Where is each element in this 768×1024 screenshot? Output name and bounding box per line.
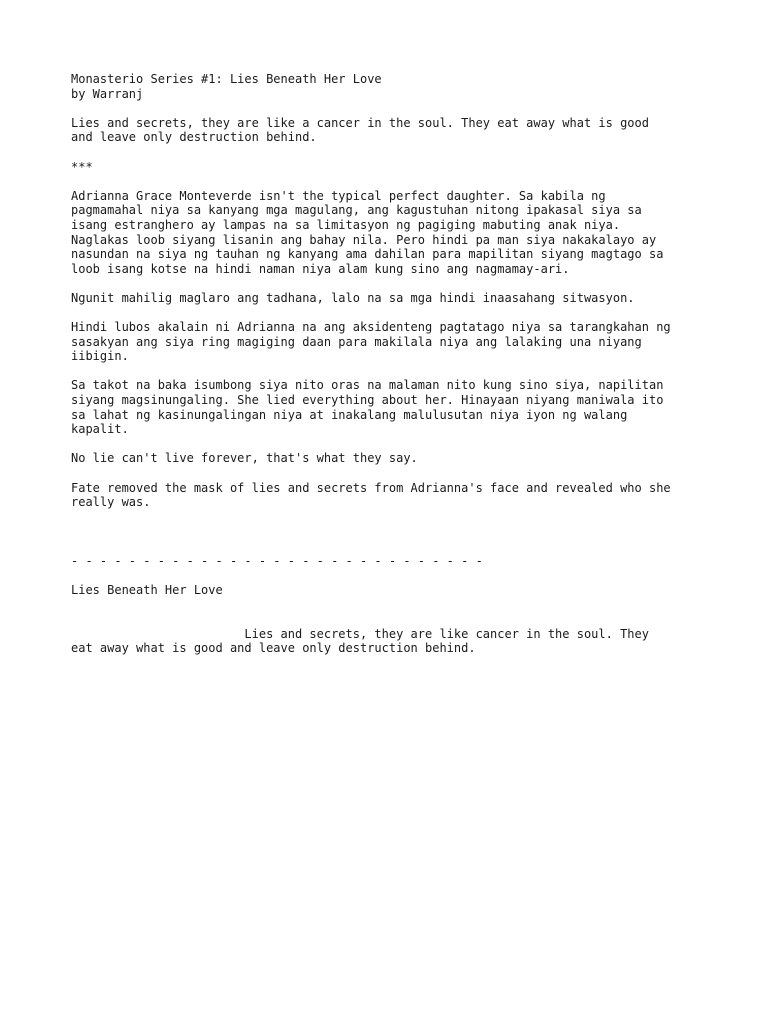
document-page [71, 72, 711, 656]
paragraph-line: sasakyan ang siya ring magiging daan para makilala niya ang lalaking una niyang [71, 334, 642, 349]
paragraph-2 [71, 291, 711, 306]
paragraph-line: Sa takot na baka isumbong siya nito oras na malaman nito kung sino siya, napilitan [71, 378, 664, 393]
document-title: Monasterio Series #1: Lies Beneath Her Love [71, 72, 382, 86]
dashed-divider: - - - - - - - - - - - - - - - - - - - - - - - - - - - - - [71, 553, 483, 568]
closing-line: eat away what is good and leave only destruction behind. [71, 641, 476, 656]
epigraph-line: Lies and secrets, they are like a cancer in the soul. They eat away what is good [71, 115, 649, 130]
paragraph-line: nasundan na siya ng tauhan ng kanyang ama dahilan para mapilitan siyang magtago sa [71, 247, 664, 262]
paragraph-line: siyang magsinungaling. She lied everything about her. Hinayaan niyang maniwala ito [71, 393, 664, 408]
section-title: Lies Beneath Her Love [71, 582, 223, 597]
paragraph-5 [71, 451, 711, 466]
paragraph-line: Adrianna Grace Monteverde isn't the typical perfect daughter. Sa kabila ng [71, 188, 606, 203]
closing-line: Lies and secrets, they are like cancer in the soul. They [71, 626, 649, 641]
epigraph [71, 116, 711, 145]
paragraph-line: really was. [71, 495, 151, 510]
paragraph-line: kapalit. [71, 422, 129, 437]
document-author: by Warranj [71, 86, 144, 101]
paragraph-3 [71, 320, 711, 364]
paragraph-line: loob isang kotse na hindi naman niya alam kung sino ang nagmamay-ari. [71, 261, 570, 276]
paragraph-4 [71, 378, 711, 436]
paragraph-line: pagmamahal niya sa kanyang mga magulang, ang kagustuhan nitong ipakasal siya sa [71, 203, 642, 218]
epigraph-line: and leave only destruction behind. [71, 130, 317, 145]
paragraph-line: Hindi lubos akalain ni Adrianna na ang aksidenteng pagtatago niya sa tarangkahan ng [71, 320, 671, 335]
star-separator: *** [71, 159, 93, 174]
paragraph-line: iibigin. [71, 349, 129, 364]
paragraph-line: sa lahat ng kasinungalingan niya at inakalang malulusutan niya iyon ng walang [71, 407, 628, 422]
closing-paragraph [71, 627, 711, 656]
paragraph-line: Ngunit mahilig maglaro ang tadhana, lalo na sa mga hindi inaasahang sitwasyon. [71, 290, 635, 305]
paragraph-line: Fate removed the mask of lies and secrets from Adrianna's face and revealed who she [71, 480, 671, 495]
paragraph-6 [71, 481, 711, 510]
paragraph-line: Naglakas loob siyang lisanin ang bahay nila. Pero hindi pa man siya nakakalayo ay [71, 232, 657, 247]
paragraph-1 [71, 189, 711, 277]
paragraph-line: isang estranghero ay lampas na sa limitasyon ng pagiging mabuting anak niya. [71, 217, 621, 232]
paragraph-line: No lie can't live forever, that's what they say. [71, 451, 418, 466]
